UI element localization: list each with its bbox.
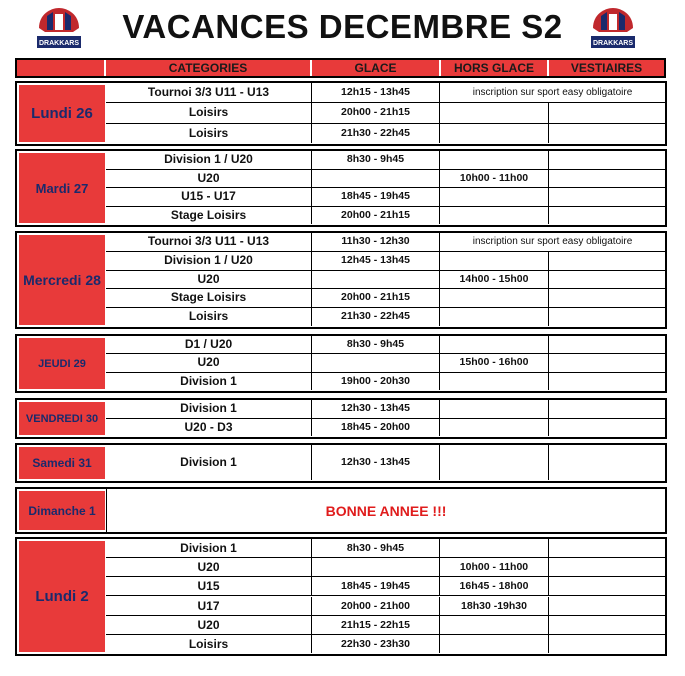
vestiaires-cell xyxy=(549,103,665,123)
vestiaires-cell xyxy=(549,539,665,558)
glace-time-cell: 11h30 - 12h30 xyxy=(312,233,440,252)
schedule-row xyxy=(106,83,665,103)
drakkars-logo-left xyxy=(33,6,85,56)
vestiaires-cell xyxy=(549,308,665,326)
day-label: Dimanche 1 xyxy=(19,491,105,530)
day-label: Lundi 26 xyxy=(19,85,105,142)
schedule-row xyxy=(106,577,665,596)
vestiaires-cell xyxy=(549,252,665,271)
schedule-row xyxy=(106,373,665,391)
schedule-row xyxy=(106,188,665,207)
glace-time-cell: 8h30 - 9h45 xyxy=(312,336,440,354)
category-cell: Tournoi 3/3 U11 - U13 xyxy=(106,83,312,103)
hors-glace-time-cell xyxy=(440,445,549,480)
glace-time-cell: 18h45 - 19h45 xyxy=(312,188,440,207)
glace-time-cell: 12h15 - 13h45 xyxy=(312,83,440,103)
registration-note: inscription sur sport easy obligatoire xyxy=(440,233,665,252)
glace-time-cell: 22h30 - 23h30 xyxy=(312,635,440,653)
day-block xyxy=(15,398,667,439)
day-block xyxy=(15,443,667,483)
schedule-row xyxy=(106,252,665,271)
schedule-row xyxy=(106,233,665,252)
category-cell: U20 xyxy=(106,558,312,577)
glace-time-cell: 8h30 - 9h45 xyxy=(312,539,440,558)
glace-time-cell: 18h45 - 19h45 xyxy=(312,577,440,596)
hors-glace-time-cell xyxy=(440,207,549,225)
day-label: Mardi 27 xyxy=(19,153,105,223)
schedule-row xyxy=(106,597,665,616)
glace-time-cell: 20h00 - 21h15 xyxy=(312,103,440,123)
vestiaires-cell xyxy=(549,289,665,308)
category-cell: Division 1 / U20 xyxy=(106,151,312,170)
hors-glace-time-cell: 16h45 - 18h00 xyxy=(440,577,549,596)
hors-glace-time-cell xyxy=(440,635,549,653)
category-cell: U20 - D3 xyxy=(106,419,312,437)
vestiaires-cell xyxy=(549,170,665,189)
hors-glace-time-cell: 14h00 - 15h00 xyxy=(440,271,549,290)
glace-time-cell: 20h00 - 21h15 xyxy=(312,207,440,225)
category-cell: Loisirs xyxy=(106,103,312,123)
schedule-row xyxy=(106,151,665,170)
day-block xyxy=(15,81,667,146)
vestiaires-cell xyxy=(549,373,665,390)
glace-time-cell: 21h15 - 22h15 xyxy=(312,616,440,635)
vestiaires-cell xyxy=(549,124,665,143)
schedule-row xyxy=(106,170,665,189)
schedule-row xyxy=(106,308,665,327)
hors-glace-time-cell xyxy=(440,539,549,558)
vestiaires-cell xyxy=(549,336,665,354)
glace-time-cell: 18h45 - 20h00 xyxy=(312,419,440,437)
vestiaires-cell xyxy=(549,400,665,419)
schedule-row xyxy=(106,419,665,438)
glace-time-cell xyxy=(312,170,440,189)
day-block xyxy=(15,537,667,656)
category-cell: U20 xyxy=(106,616,312,635)
glace-time-cell: 12h30 - 13h45 xyxy=(312,445,440,480)
glace-time-cell xyxy=(312,558,440,577)
hors-glace-time-cell xyxy=(440,308,549,326)
vestiaires-cell xyxy=(549,354,665,372)
category-cell: U15 - U17 xyxy=(106,188,312,207)
hors-glace-time-cell xyxy=(440,419,549,437)
category-cell: Division 1 xyxy=(106,400,312,419)
vestiaires-cell xyxy=(549,597,665,616)
hors-glace-time-cell: 10h00 - 11h00 xyxy=(440,170,549,189)
schedule-row xyxy=(106,616,665,635)
day-label: VENDREDI 30 xyxy=(19,402,105,435)
header-blank xyxy=(17,60,104,76)
hors-glace-time-cell xyxy=(440,400,549,419)
vestiaires-cell xyxy=(549,271,665,290)
day-block xyxy=(15,231,667,329)
schedule-row xyxy=(106,289,665,308)
day-label: Lundi 2 xyxy=(19,541,105,652)
day-block xyxy=(15,149,667,227)
category-cell: Loisirs xyxy=(106,635,312,653)
header-hors-glace: HORS GLACE xyxy=(441,60,547,76)
schedule-row xyxy=(106,124,665,144)
category-cell: Division 1 / U20 xyxy=(106,252,312,271)
day-label: Mercredi 28 xyxy=(19,235,105,325)
category-cell: Division 1 xyxy=(106,539,312,558)
schedule-row xyxy=(106,558,665,577)
hors-glace-time-cell xyxy=(440,373,549,390)
vestiaires-cell xyxy=(549,445,665,480)
header-categories: CATEGORIES xyxy=(106,60,310,76)
glace-time-cell xyxy=(312,354,440,372)
drakkars-logo-right xyxy=(587,6,639,56)
hors-glace-time-cell xyxy=(440,616,549,635)
category-cell: Stage Loisirs xyxy=(106,289,312,308)
day-block xyxy=(15,334,667,393)
glace-time-cell: 21h30 - 22h45 xyxy=(312,124,440,143)
hors-glace-time-cell xyxy=(440,289,549,308)
schedule-row xyxy=(106,400,665,419)
schedule-header xyxy=(15,58,666,78)
svg-text:DRAKKARS: DRAKKARS xyxy=(38,40,80,47)
schedule-row xyxy=(106,635,665,654)
vestiaires-cell xyxy=(549,207,665,225)
header-glace: GLACE xyxy=(312,60,439,76)
category-cell: U17 xyxy=(106,597,312,616)
glace-time-cell: 20h00 - 21h00 xyxy=(312,597,440,616)
glace-time-cell: 12h45 - 13h45 xyxy=(312,252,440,271)
glace-time-cell xyxy=(312,271,440,290)
category-cell: U15 xyxy=(106,577,312,596)
category-cell: D1 / U20 xyxy=(106,336,312,354)
hors-glace-time-cell xyxy=(440,103,549,123)
svg-text:DRAKKARS: DRAKKARS xyxy=(592,40,634,47)
schedule-row xyxy=(106,354,665,372)
registration-note: inscription sur sport easy obligatoire xyxy=(440,83,665,103)
schedule-row xyxy=(106,445,665,481)
schedule-row xyxy=(106,103,665,123)
category-cell: U20 xyxy=(106,354,312,372)
vestiaires-cell xyxy=(549,188,665,207)
glace-time-cell: 19h00 - 20h30 xyxy=(312,373,440,390)
page-title: VACANCES DECEMBRE S2 xyxy=(122,8,563,45)
vestiaires-cell xyxy=(549,151,665,170)
hors-glace-time-cell xyxy=(440,151,549,170)
glace-time-cell: 20h00 - 21h15 xyxy=(312,289,440,308)
schedule-row xyxy=(106,336,665,354)
hors-glace-time-cell: 18h30 -19h30 xyxy=(440,597,549,616)
hors-glace-time-cell xyxy=(440,124,549,143)
category-cell: U20 xyxy=(106,170,312,189)
schedule-row xyxy=(106,539,665,558)
new-year-message: BONNE ANNEE !!! xyxy=(106,489,665,532)
category-cell: Stage Loisirs xyxy=(106,207,312,225)
vestiaires-cell xyxy=(549,635,665,653)
schedule-row xyxy=(106,271,665,290)
hors-glace-time-cell: 10h00 - 11h00 xyxy=(440,558,549,577)
day-block xyxy=(15,487,667,534)
vestiaires-cell xyxy=(549,558,665,577)
hors-glace-time-cell xyxy=(440,336,549,354)
hors-glace-time-cell xyxy=(440,252,549,271)
glace-time-cell: 8h30 - 9h45 xyxy=(312,151,440,170)
category-cell: Loisirs xyxy=(106,124,312,143)
vestiaires-cell xyxy=(549,419,665,437)
category-cell: Tournoi 3/3 U11 - U13 xyxy=(106,233,312,252)
header-vestiaires: VESTIAIRES xyxy=(549,60,664,76)
vestiaires-cell xyxy=(549,577,665,596)
category-cell: U20 xyxy=(106,271,312,290)
vestiaires-cell xyxy=(549,616,665,635)
category-cell: Loisirs xyxy=(106,308,312,326)
hors-glace-time-cell: 15h00 - 16h00 xyxy=(440,354,549,372)
category-cell: Division 1 xyxy=(106,445,312,480)
schedule-row xyxy=(106,207,665,226)
glace-time-cell: 12h30 - 13h45 xyxy=(312,400,440,419)
day-label: JEUDI 29 xyxy=(19,338,105,389)
hors-glace-time-cell xyxy=(440,188,549,207)
day-label: Samedi 31 xyxy=(19,447,105,479)
category-cell: Division 1 xyxy=(106,373,312,390)
glace-time-cell: 21h30 - 22h45 xyxy=(312,308,440,326)
